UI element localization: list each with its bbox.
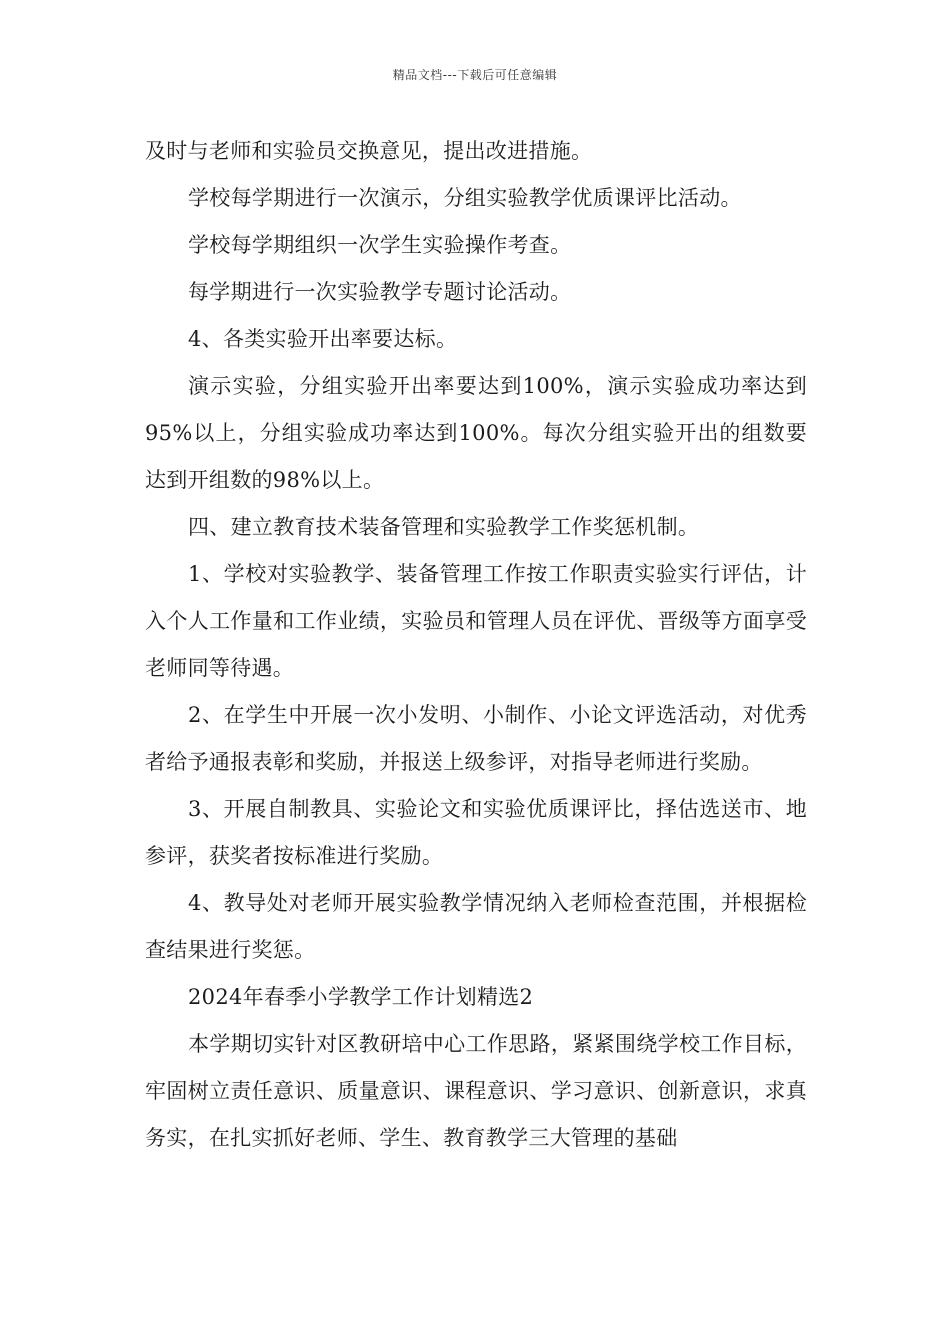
paragraph-10: 3、开展自制教具、实验论文和实验优质课评比，择估选送市、地参评，获奖者按标准进行奖励。 — [145, 797, 807, 868]
paragraph-4: 每学期进行一次实验教学专题讨论活动。 — [188, 280, 572, 304]
paragraph-13: 本学期切实针对区教研培中心工作思路，紧紧围绕学校工作目标，牢固树立责任意识、质量意识、课程意识、学习意识、创新意识，求真务实，在扎实抓好老师、学生、教育教学三大管理的基础 — [145, 1032, 807, 1150]
paragraph-2: 学校每学期进行一次演示，分组实验教学优质课评比活动。 — [188, 186, 742, 210]
document-body — [145, 128, 807, 1162]
paragraph-5: 4、各类实验开出率要达标。 — [188, 327, 458, 351]
paragraph-7: 四、建立教育技术装备管理和实验教学工作奖惩机制。 — [188, 515, 700, 539]
paragraph-3: 学校每学期组织一次学生实验操作考查。 — [188, 233, 572, 257]
page-header: 精品文档---下载后可任意编辑 — [392, 68, 558, 82]
paragraph-11: 4、教导处对老师开展实验教学情况纳入老师检查范围，并根据检查结果进行奖惩。 — [145, 891, 807, 962]
paragraph-1: 及时与老师和实验员交换意见，提出改进措施。 — [145, 139, 593, 163]
paragraph-6: 演示实验，分组实验开出率要达到100%，演示实验成功率达到95%以上，分组实验成功率达到100%。每次分组实验开出的组数要达到开组数的98%以上。 — [145, 374, 807, 492]
paragraph-9: 2、在学生中开展一次小发明、小制作、小论文评选活动，对优秀者给予通报表彰和奖励，并报送上级参评，对指导老师进行奖励。 — [145, 703, 807, 774]
paragraph-8: 1、学校对实验教学、装备管理工作按工作职责实验实行评估，计入个人工作量和工作业绩，实验员和管理人员在评优、晋级等方面享受老师同等待遇。 — [145, 562, 807, 680]
section-title: 2024年春季小学教学工作计划精选2 — [188, 985, 534, 1009]
